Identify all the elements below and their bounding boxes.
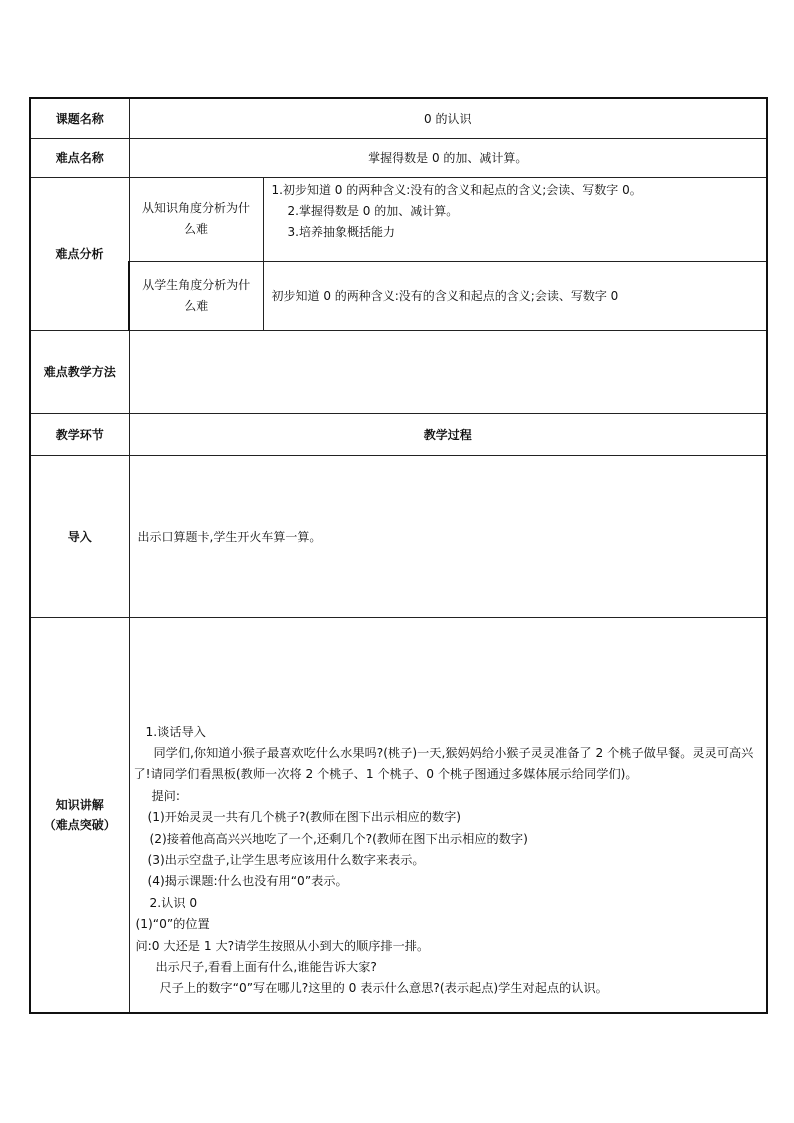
difficulty-analysis-label: 难点分析: [30, 177, 129, 330]
row-teaching-method: [30, 330, 767, 413]
row-intro: [30, 455, 767, 617]
explain-line: (1)开始灵灵一共有几个桃子?(教师在图下出示相应的数字): [147, 810, 462, 825]
row-difficulty-name: [30, 138, 767, 177]
row-knowledge-explain: [30, 617, 767, 1013]
student-angle-label: 从学生角度分析为什么难: [129, 261, 263, 330]
knowledge-angle-content: [263, 177, 767, 261]
knowledge-line: 2.掌握得数是 0 的加、减计算。: [287, 203, 459, 218]
explain-line: 问:0 大还是 1 大?请学生按照从小到大的顺序排一排。: [135, 938, 430, 953]
row-course-title: [30, 98, 767, 138]
course-title-value: 0 的认识: [129, 98, 767, 138]
explain-line: 提问:: [151, 788, 180, 803]
explain-line: 1.谈话导入: [145, 724, 206, 739]
explain-line: 2.认识 0: [149, 895, 198, 910]
difficulty-name-label: 难点名称: [30, 138, 129, 177]
knowledge-line: 3.培养抽象概括能力: [287, 224, 395, 239]
knowledge-explain-label-main: 知识讲解: [55, 797, 104, 812]
explain-line: (2)接着他高高兴兴地吃了一个,还剩几个?(教师在图下出示相应的数字): [149, 831, 528, 846]
explain-line: (4)揭示课题:什么也没有用“0”表示。: [147, 874, 348, 889]
intro-label: 导入: [30, 455, 129, 617]
teaching-method-value: [129, 330, 767, 413]
explain-line: 出示尺子,看看上面有什么,谁能告诉大家?: [155, 959, 377, 974]
knowledge-explain-label: [30, 617, 129, 1013]
knowledge-explain-content: [129, 617, 767, 1013]
knowledge-angle-label: 从知识角度分析为什么难: [129, 177, 263, 261]
course-title-label: 课题名称: [30, 98, 129, 138]
teaching-process-header: 教学过程: [129, 413, 767, 455]
intro-content: 出示口算题卡,学生开火车算一算。: [129, 455, 767, 617]
student-angle-content: 初步知道 0 的两种含义:没有的含义和起点的含义;会读、写数字 0: [263, 261, 767, 330]
teaching-stage-header: 教学环节: [30, 413, 129, 455]
explain-line: 尺子上的数字“0”写在哪儿?这里的 0 表示什么意思?(表示起点)学生对起点的认识。: [159, 981, 608, 996]
teaching-method-label: 难点教学方法: [30, 330, 129, 413]
row-analysis-knowledge: [30, 177, 767, 261]
explain-paragraph: 同学们,你知道小猴子最喜欢吃什么水果吗?(桃子)一天,猴妈妈给小猴子灵灵准备了 2 个桃子做早餐。灵灵可高兴了!请同学们看黑板(教师一次将 2 个桃子、1 个桃子、0 个桃子图通过多媒体展示给同学们)。: [133, 745, 754, 782]
knowledge-explain-label-sub: （难点突破）: [43, 817, 116, 832]
knowledge-line: 1.初步知道 0 的两种含义:没有的含义和起点的含义;会读、写数字 0。: [271, 182, 642, 197]
row-section-header: [30, 413, 767, 455]
lesson-plan-table: [29, 97, 768, 1014]
difficulty-name-value: 掌握得数是 0 的加、减计算。: [129, 138, 767, 177]
row-analysis-student: [30, 261, 767, 330]
explain-line: (1)“0”的位置: [135, 917, 210, 932]
explain-line: (3)出示空盘子,让学生思考应该用什么数字来表示。: [147, 852, 425, 867]
